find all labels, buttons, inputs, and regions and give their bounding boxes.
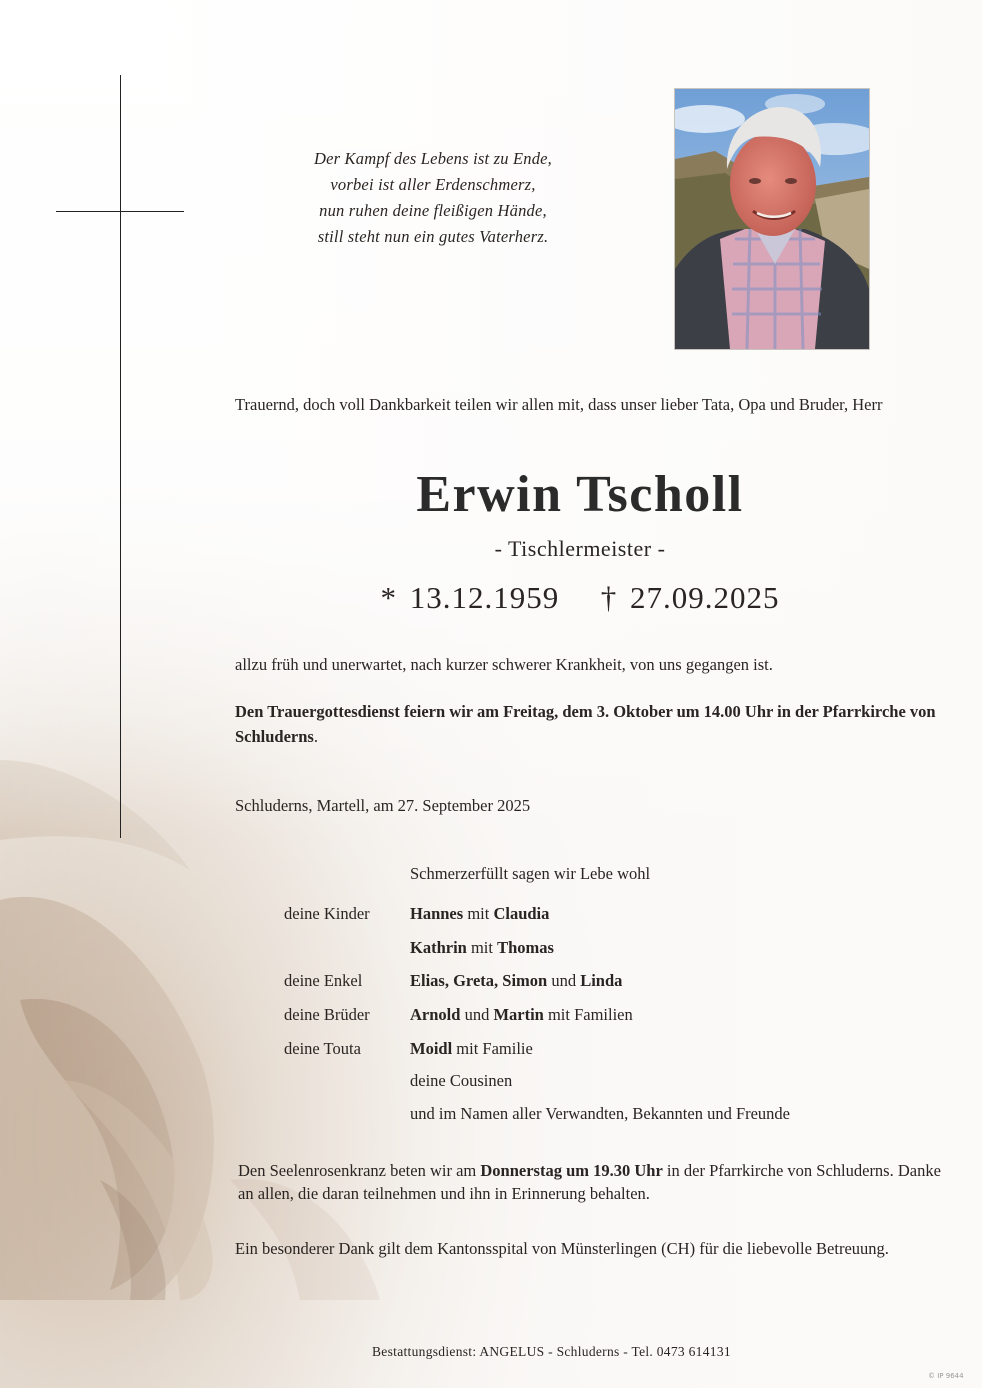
funeral-service-footer: Bestattungsdienst: ANGELUS - Schluderns - Tel. 0473 614131 xyxy=(372,1344,731,1359)
relatives-label-brueder: deine Brüder xyxy=(284,1005,370,1024)
life-dates xyxy=(300,580,860,616)
intro-text: Trauernd, doch voll Dankbarkeit teilen wir allen mit, dass unser lieber Tata, Opa und Bruder, Herr xyxy=(235,395,883,414)
memorial-poem xyxy=(268,146,598,250)
poem-line: still steht nun ein gutes Vaterherz. xyxy=(317,227,549,246)
thanks-text: Ein besonderer Dank gilt dem Kantonsspital von Münsterlingen (CH) für die liebevolle Betreuung. xyxy=(235,1239,889,1258)
rosary-text-post: in der Pfarrkirche von Schluderns. Danke an allen, die daran teilnehmen und ihn in Erinnerung behalten. xyxy=(238,1161,941,1203)
relatives-verwandte: und im Namen aller Verwandten, Bekannten und Freunde xyxy=(410,1104,791,1123)
relative-name: Arnold xyxy=(410,1005,461,1024)
poem-line: vorbei ist aller Erdenschmerz, xyxy=(330,175,536,194)
poem-line: nun ruhen deine fleißigen Hände, xyxy=(319,201,547,220)
relatives-cousinen: deine Cousinen xyxy=(410,1071,513,1090)
relatives-label-kinder: deine Kinder xyxy=(284,904,370,923)
funeral-service-text xyxy=(235,699,945,749)
relative-name: Claudia xyxy=(493,904,550,923)
relative-connector: und xyxy=(547,971,581,990)
rosary-text-pre: Den Seelenrosenkranz beten wir am xyxy=(238,1161,481,1180)
relative-name: Linda xyxy=(580,971,623,990)
death-date: 27.09.2025 xyxy=(630,580,780,615)
relative-name: Elias, Greta, Simon xyxy=(410,971,548,990)
relative-connector: mit xyxy=(466,938,498,957)
cross-vertical-bar xyxy=(120,75,121,838)
cross-horizontal-bar xyxy=(56,211,184,212)
relatives-label-enkel: deine Enkel xyxy=(284,971,363,990)
relative-connector: mit Familie xyxy=(452,1039,533,1058)
relative-connector: mit xyxy=(463,904,494,923)
deceased-portrait-photo xyxy=(674,88,870,350)
deceased-profession: - Tischlermeister - xyxy=(494,536,666,561)
relatives-brueder xyxy=(410,1005,633,1025)
relative-name: Kathrin xyxy=(410,938,467,957)
relative-connector: und xyxy=(460,1005,494,1024)
poem-line: Der Kampf des Lebens ist zu Ende, xyxy=(313,149,553,168)
relatives-kinder-2 xyxy=(410,938,554,958)
relatives-kinder-1 xyxy=(410,904,549,924)
relatives-label-touta: deine Touta xyxy=(284,1039,361,1058)
service-text-end: . xyxy=(313,727,318,746)
relatives-enkel xyxy=(410,971,622,991)
service-text-bold: Den Trauergottesdienst feiern wir am Freitag, dem 3. Oktober um 14.00 Uhr in der Pfarrkirche von Schluderns xyxy=(235,702,936,746)
passing-text: allzu früh und unerwartet, nach kurzer schwerer Krankheit, von uns gegangen ist. xyxy=(235,655,773,674)
rosary-text-bold: Donnerstag um 19.30 Uhr xyxy=(480,1161,663,1180)
relative-name: Hannes xyxy=(410,904,464,923)
relative-name: Martin xyxy=(493,1005,544,1024)
relative-name: Thomas xyxy=(497,938,554,957)
farewell-line: Schmerzerfüllt sagen wir Lebe wohl xyxy=(410,864,651,883)
relatives-touta xyxy=(410,1039,533,1059)
relative-name: Moidl xyxy=(410,1039,453,1058)
place-and-date: Schluderns, Martell, am 27. September 2025 xyxy=(235,796,531,815)
death-cross-icon: † xyxy=(600,580,618,615)
birth-date: 13.12.1959 xyxy=(409,580,560,615)
birth-star-icon: * xyxy=(380,580,397,615)
document-code: © IP 9644 xyxy=(928,1372,964,1380)
rosary-text xyxy=(238,1159,958,1205)
deceased-name: Erwin Tscholl xyxy=(416,466,744,523)
relative-connector: mit Familien xyxy=(543,1005,633,1024)
